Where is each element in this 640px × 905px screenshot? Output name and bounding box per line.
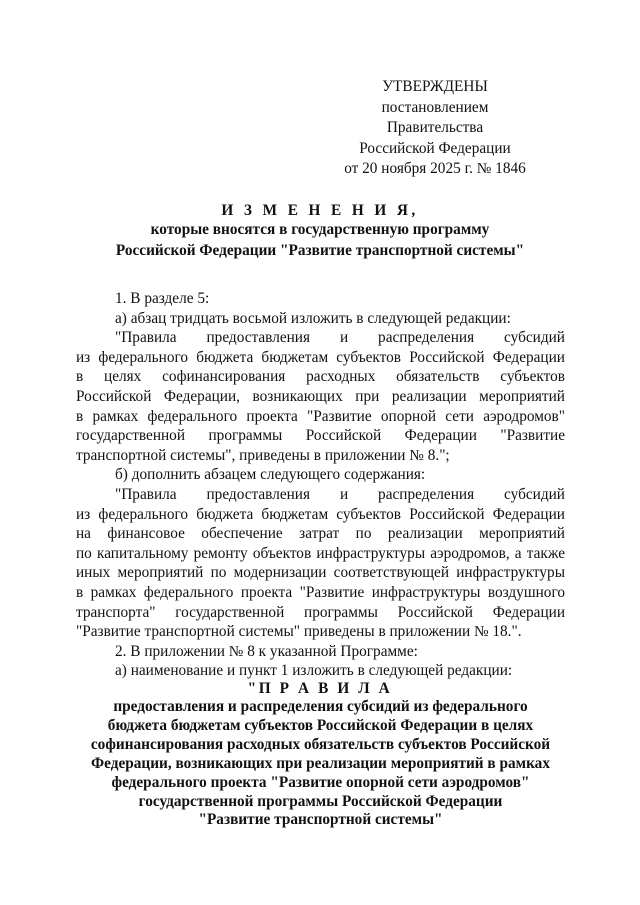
paragraph-line: государственной программы Российской Федерации "Развитие: [76, 427, 565, 445]
changes-title: И З М Е Н Е Н И Я,: [221, 202, 419, 219]
rules-subtitle-line: федерального проекта "Развитие опорной сети аэродромов": [111, 773, 530, 791]
approval-line: Российской Федерации: [359, 139, 511, 157]
rules-title: "П Р А В И Л А: [247, 680, 393, 697]
changes-subtitle-line: Российской Федерации "Развитие транспортной системы": [115, 241, 525, 259]
paragraph-line: на финансовое обеспечение затрат по реализации мероприятий: [76, 525, 565, 543]
paragraph-line: из федерального бюджета бюджетам субъектов Российской Федерации: [76, 505, 565, 523]
paragraph-line: "Правила предоставления и распределения субсидий: [115, 485, 565, 503]
changes-subtitle-line: которые вносятся в государственную программу: [150, 221, 490, 238]
paragraph-line: в целях софинансирования расходных обязательств субъектов: [76, 368, 565, 386]
paragraph-line: 1. В разделе 5:: [115, 290, 210, 307]
paragraph-line: Российской Федерации, возникающих при реализации мероприятий: [76, 387, 565, 405]
rules-subtitle-line: Федерации, возникающих при реализации мероприятий в рамках: [91, 754, 550, 772]
approval-heading: УТВЕРЖДЕНЫ: [382, 78, 488, 95]
paragraph-line: б) дополнить абзацем следующего содержания:: [115, 466, 426, 484]
paragraph-line: "Правила предоставления и распределения субсидий: [115, 329, 565, 347]
paragraph-line: а) абзац тридцать восьмой изложить в следующей редакции:: [115, 309, 511, 327]
rules-subtitle: [76, 698, 565, 830]
paragraph-line: из федерального бюджета бюджетам субъектов Российской Федерации: [76, 348, 565, 366]
approval-date-line: от 20 ноября 2025 г. № 1846: [344, 160, 526, 177]
rules-subtitle-line: "Развитие транспортной системы": [198, 811, 443, 829]
rules-subtitle-line: государственной программы Российской Федерации: [138, 792, 503, 810]
rules-subtitle-line: предоставления и распределения субсидий из федерального: [113, 698, 528, 715]
paragraph-line: по капитальному ремонту объектов инфраструктуры аэродромов, а также: [76, 544, 565, 562]
paragraph-line: транспорта" государственной программы Российской Федерации: [76, 603, 565, 621]
rules-subtitle-line: софинансирования расходных обязательств субъектов Российской: [90, 735, 551, 753]
paragraph-line: "Развитие транспортной системы" приведены в приложении № 18.".: [76, 623, 522, 641]
paragraph-line: в рамках федерального проекта "Развитие опорной сети аэродромов": [76, 407, 565, 425]
approval-line: постановлением Правительства: [381, 98, 489, 136]
paragraph-line: 2. В приложении № 8 к указанной Программе:: [115, 642, 418, 660]
rules-subtitle-line: бюджета бюджетам субъектов Российской Федерации в целях: [107, 716, 534, 734]
paragraph-line: а) наименование и пункт 1 изложить в следующей редакции:: [115, 662, 513, 680]
paragraph-line: в рамках федерального проекта "Развитие инфраструктуры воздушного: [76, 583, 565, 601]
changes-subtitle: [60, 220, 580, 261]
paragraph-line: иных мероприятий по модернизации соответствующей инфраструктуры: [76, 564, 565, 582]
paragraph-line: транспортной системы", приведены в приложении № 8.";: [76, 446, 450, 464]
approval-stamp: [340, 77, 530, 180]
body-text: [76, 289, 565, 681]
